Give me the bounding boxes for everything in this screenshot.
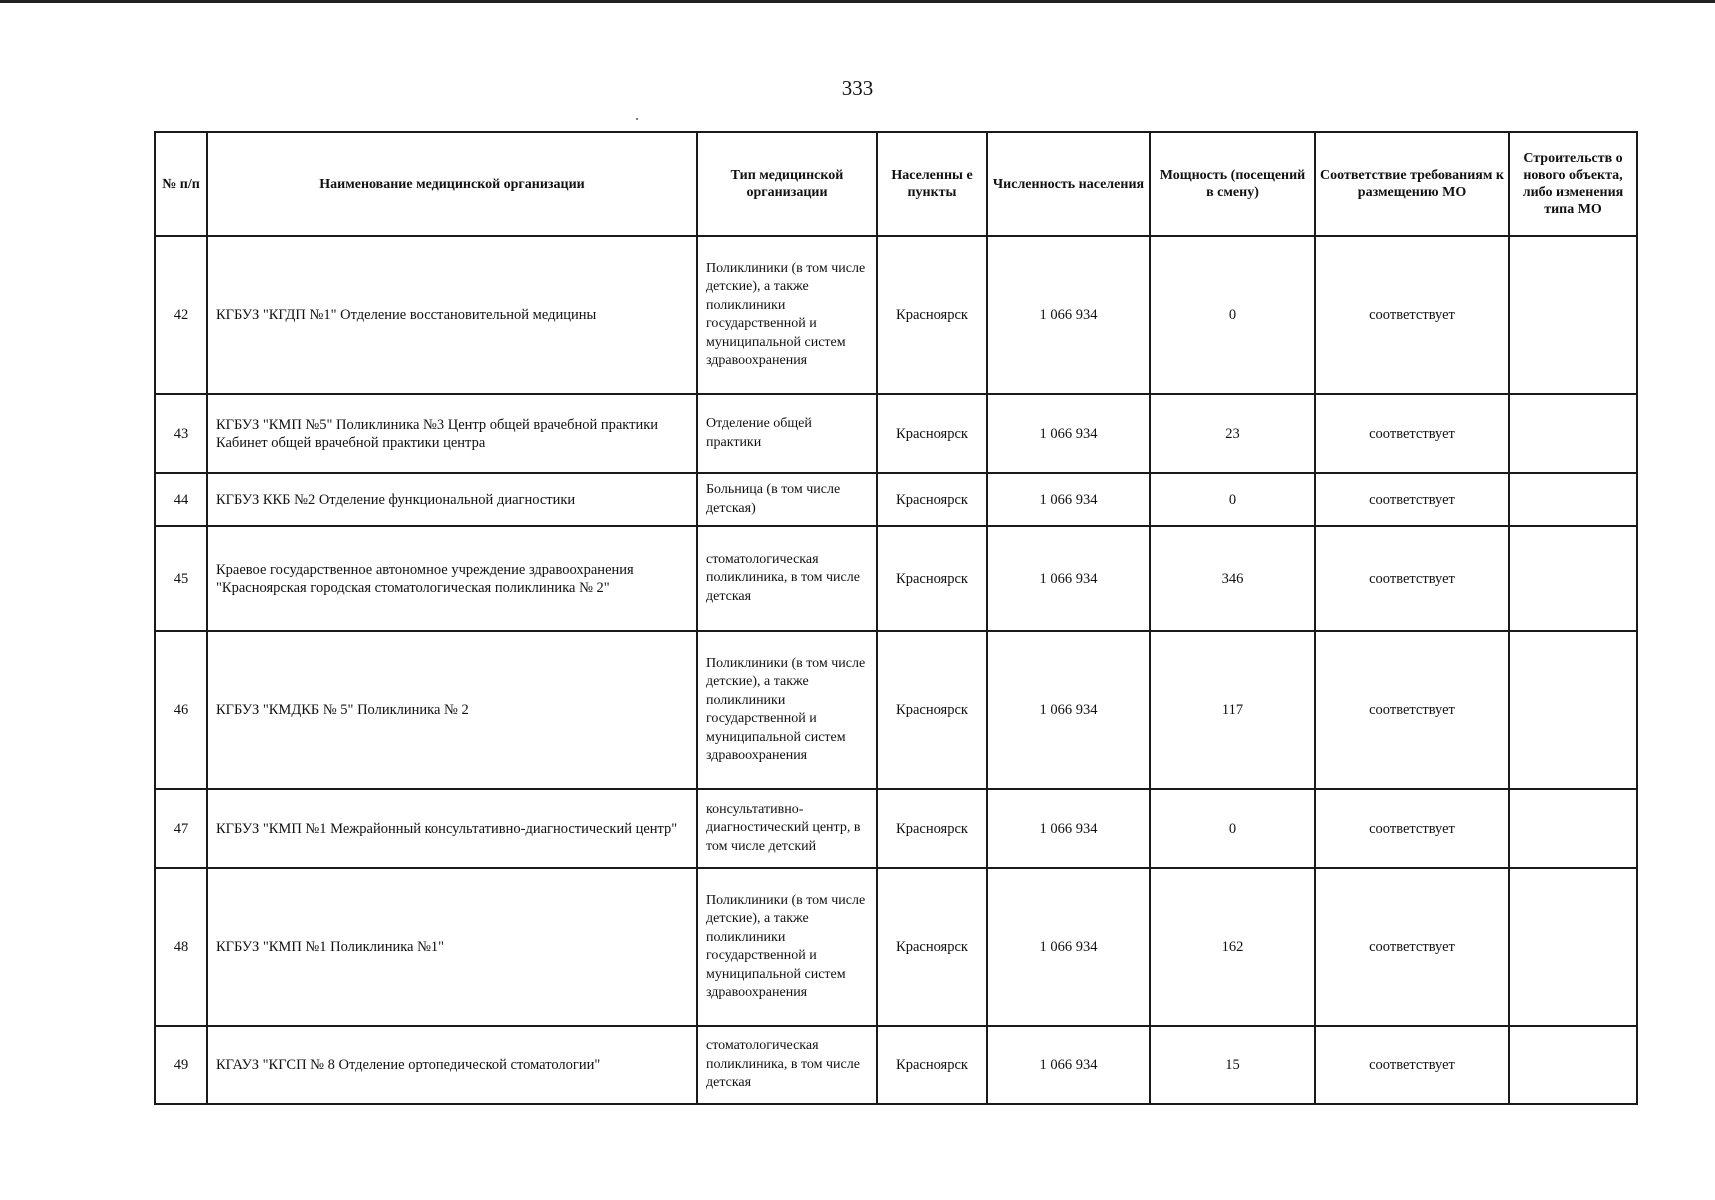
capacity: 0 bbox=[1150, 789, 1315, 868]
header-row bbox=[155, 132, 1637, 236]
table-row bbox=[155, 789, 1637, 868]
capacity: 0 bbox=[1150, 473, 1315, 526]
organization-type: Больница (в том числе детская) bbox=[697, 473, 877, 526]
header-construction: Строительств о нового объекта, либо изменения типа МО bbox=[1509, 132, 1637, 236]
header-name: Наименование медицинской организации bbox=[207, 132, 697, 236]
construction bbox=[1509, 394, 1637, 473]
table-row bbox=[155, 526, 1637, 631]
population: 1 066 934 bbox=[987, 526, 1150, 631]
table-row bbox=[155, 473, 1637, 526]
scan-top-border bbox=[0, 0, 1715, 3]
organization-name: КГБУЗ "КМП №1 Поликлиника №1" bbox=[207, 868, 697, 1026]
settlement: Красноярск bbox=[877, 789, 987, 868]
population: 1 066 934 bbox=[987, 789, 1150, 868]
row-number: 45 bbox=[155, 526, 207, 631]
population: 1 066 934 bbox=[987, 394, 1150, 473]
organization-type: консультативно-диагностический центр, в том числе детский bbox=[697, 789, 877, 868]
settlement: Красноярск bbox=[877, 526, 987, 631]
settlement: Красноярск bbox=[877, 868, 987, 1026]
organization-name: Краевое государственное автономное учреждение здравоохранения "Красноярская городская стоматологическая поликлиника № 2" bbox=[207, 526, 697, 631]
settlement: Красноярск bbox=[877, 236, 987, 394]
compliance: соответствует bbox=[1315, 473, 1509, 526]
row-number: 46 bbox=[155, 631, 207, 789]
compliance: соответствует bbox=[1315, 236, 1509, 394]
table-row bbox=[155, 868, 1637, 1026]
row-number: 43 bbox=[155, 394, 207, 473]
construction bbox=[1509, 236, 1637, 394]
header-compliance: Соответствие требованиям к размещению МО bbox=[1315, 132, 1509, 236]
organization-type: Поликлиники (в том числе детские), а также поликлиники государственной и муниципальной систем здравоохранения bbox=[697, 236, 877, 394]
row-number: 42 bbox=[155, 236, 207, 394]
settlement: Красноярск bbox=[877, 394, 987, 473]
table-row bbox=[155, 236, 1637, 394]
header-place: Населенны е пункты bbox=[877, 132, 987, 236]
construction bbox=[1509, 526, 1637, 631]
construction bbox=[1509, 789, 1637, 868]
organization-name: КГАУЗ "КГСП № 8 Отделение ортопедической стоматологии" bbox=[207, 1026, 697, 1104]
capacity: 0 bbox=[1150, 236, 1315, 394]
population: 1 066 934 bbox=[987, 236, 1150, 394]
population: 1 066 934 bbox=[987, 631, 1150, 789]
capacity: 162 bbox=[1150, 868, 1315, 1026]
construction bbox=[1509, 1026, 1637, 1104]
organization-name: КГБУЗ "КМДКБ № 5" Поликлиника № 2 bbox=[207, 631, 697, 789]
table-row bbox=[155, 1026, 1637, 1104]
compliance: соответствует bbox=[1315, 789, 1509, 868]
organization-type: стоматологическая поликлиника, в том числе детская bbox=[697, 1026, 877, 1104]
compliance: соответствует bbox=[1315, 868, 1509, 1026]
organization-name: КГБУЗ "КМП №5" Поликлиника №3 Центр общей врачебной практики Кабинет общей врачебной практики центра bbox=[207, 394, 697, 473]
construction bbox=[1509, 473, 1637, 526]
compliance: соответствует bbox=[1315, 1026, 1509, 1104]
compliance: соответствует bbox=[1315, 631, 1509, 789]
table-row bbox=[155, 631, 1637, 789]
compliance: соответствует bbox=[1315, 526, 1509, 631]
header-population: Численность населения bbox=[987, 132, 1150, 236]
compliance: соответствует bbox=[1315, 394, 1509, 473]
organization-type: Поликлиники (в том числе детские), а также поликлиники государственной и муниципальной систем здравоохранения bbox=[697, 631, 877, 789]
organization-type: Поликлиники (в том числе детские), а также поликлиники государственной и муниципальной систем здравоохранения bbox=[697, 868, 877, 1026]
population: 1 066 934 bbox=[987, 1026, 1150, 1104]
page-number: 333 bbox=[841, 76, 874, 100]
construction bbox=[1509, 631, 1637, 789]
settlement: Красноярск bbox=[877, 631, 987, 789]
population: 1 066 934 bbox=[987, 473, 1150, 526]
organization-name: КГБУЗ "КМП №1 Межрайонный консультативно-диагностический центр" bbox=[207, 789, 697, 868]
organization-type: стоматологическая поликлиника, в том числе детская bbox=[697, 526, 877, 631]
population: 1 066 934 bbox=[987, 868, 1150, 1026]
organization-type: Отделение общей практики bbox=[697, 394, 877, 473]
capacity: 23 bbox=[1150, 394, 1315, 473]
header-type: Тип медицинской организации bbox=[697, 132, 877, 236]
header-num: № п/п bbox=[155, 132, 207, 236]
capacity: 15 bbox=[1150, 1026, 1315, 1104]
medical-organizations-table bbox=[154, 131, 1638, 1105]
capacity: 346 bbox=[1150, 526, 1315, 631]
header-capacity: Мощность (посещений в смену) bbox=[1150, 132, 1315, 236]
row-number: 49 bbox=[155, 1026, 207, 1104]
organization-name: КГБУЗ "КГДП №1" Отделение восстановительной медицины bbox=[207, 236, 697, 394]
row-number: 47 bbox=[155, 789, 207, 868]
construction bbox=[1509, 868, 1637, 1026]
organization-name: КГБУЗ ККБ №2 Отделение функциональной диагностики bbox=[207, 473, 697, 526]
row-number: 48 bbox=[155, 868, 207, 1026]
settlement: Красноярск bbox=[877, 473, 987, 526]
table-row bbox=[155, 394, 1637, 473]
row-number: 44 bbox=[155, 473, 207, 526]
capacity: 117 bbox=[1150, 631, 1315, 789]
scan-speck bbox=[636, 118, 638, 120]
settlement: Красноярск bbox=[877, 1026, 987, 1104]
